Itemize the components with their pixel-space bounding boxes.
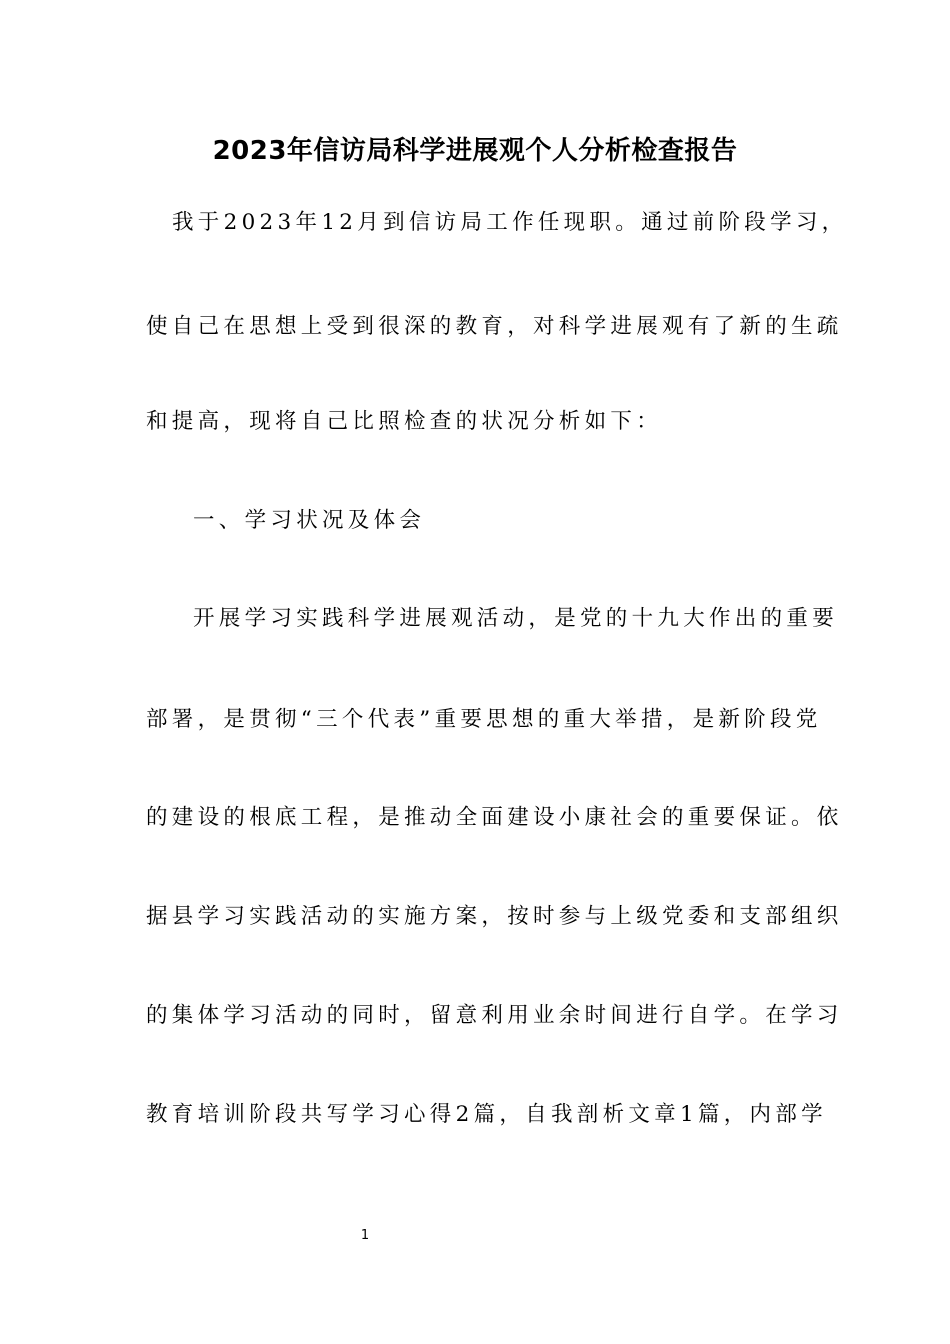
paragraph-line-5: 部署，是贯彻“三个代表”重要思想的重大举措，是新阶段党 bbox=[146, 707, 822, 732]
paragraph-line-7: 据县学习实践活动的实施方案，按时参与上级党委和支部组织 bbox=[146, 904, 843, 929]
paragraph-line-9: 教育培训阶段共写学习心得2篇，自我剖析文章1篇，内部学 bbox=[146, 1102, 827, 1127]
paragraph-line-8: 的集体学习活动的同时，留意利用业余时间进行自学。在学习 bbox=[146, 1003, 843, 1028]
paragraph-line-1: 我于2023年12月到信访局工作任现职。通过前阶段学习， bbox=[172, 210, 848, 235]
page-number: 1 bbox=[360, 1228, 370, 1243]
paragraph-line-2: 使自己在思想上受到很深的教育，对科学进展观有了新的生疏 bbox=[146, 314, 843, 339]
section-heading-1: 一、学习状况及体会 bbox=[193, 508, 426, 533]
document-title: 2023年信访局科学进展观个人分析检查报告 bbox=[212, 136, 738, 166]
paragraph-line-6: 的建设的根底工程，是推动全面建设小康社会的重要保证。依 bbox=[146, 805, 843, 830]
paragraph-line-4: 开展学习实践科学进展观活动，是党的十九大作出的重要 bbox=[193, 606, 839, 631]
paragraph-line-3: 和提高，现将自己比照检查的状况分析如下： bbox=[146, 409, 663, 434]
